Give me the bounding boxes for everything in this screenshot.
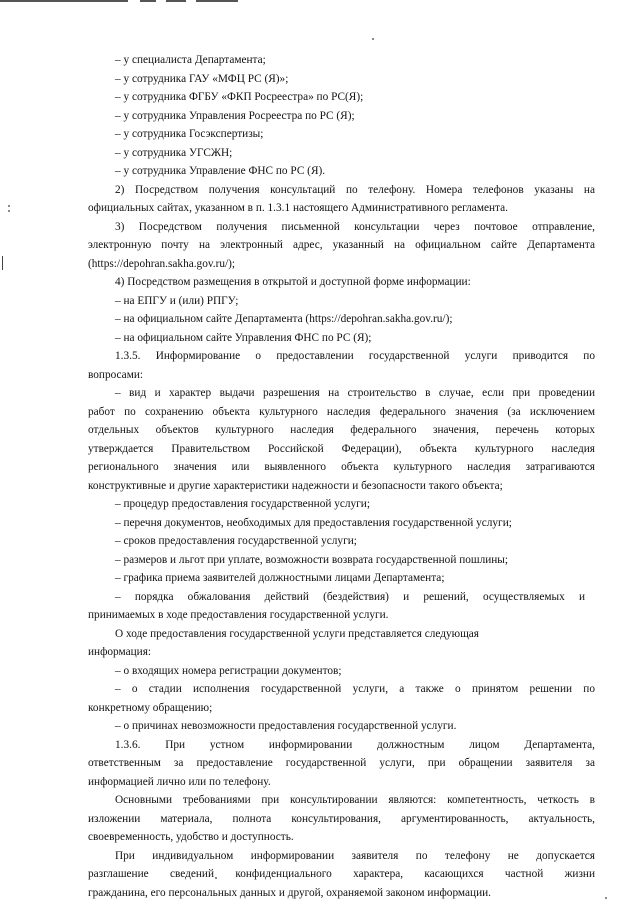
scan-dust (8, 205, 10, 207)
text-line: – у сотрудника Госэкспертизы; (115, 128, 264, 140)
text-line: отдельных объектов культурного наследия федерального значения, перечень которых (88, 424, 595, 436)
text-line: – вид и характер выдачи разрешения на строительство в случае, если при проведении (115, 387, 595, 399)
text-line: – у сотрудника Управления Росреестра по РС (Я); (115, 110, 355, 122)
text-line: гражданина, его персональных данных и другой, охраняемой законом информации. (88, 887, 491, 899)
text-line: конструктивные и другие характеристики надежности и безопасности такого объекта; (88, 480, 503, 492)
text-line: – у специалиста Департамента; (115, 54, 266, 66)
scan-margin-mark (2, 256, 3, 270)
text-line: 1.3.5. Информирование о предоставлении государственной услуги приводится по (115, 350, 595, 362)
text-line: 3) Посредством получения письменной консультации через почтовое отправление, (115, 221, 595, 233)
text-line: – процедур предоставления государственной услуги; (115, 498, 370, 510)
text-line: 2) Посредством получения консультаций по телефону. Номера телефонов указаны на (115, 184, 595, 196)
text-line: – о стадии исполнения государственной услуги, а также о принятом решении по (115, 683, 595, 695)
scan-top-edge (0, 0, 128, 2)
text-line: – на ЕПГУ и (или) РПГУ; (115, 295, 239, 307)
text-line: О ходе предоставления государственной услуги представляется следующая (115, 628, 479, 640)
scan-dust (372, 38, 374, 40)
text-line: – графика приема заявителей должностными лицами Департамента; (115, 572, 445, 584)
text-line: 1.3.6. При устном информировании должностным лицом Департамента, (115, 739, 595, 751)
text-line: – о входящих номера регистрации документов; (115, 665, 342, 677)
text-line: – сроков предоставления государственной услуги; (115, 535, 357, 547)
text-line: конкретному обращению; (88, 702, 213, 714)
text-line: изложении материала, полнота консультирования, аргументированность, актуальность, (88, 813, 595, 825)
text-line: – размеров и льгот при уплате, возможности возврата государственной пошлины; (115, 554, 509, 566)
text-line: – у сотрудника УГСЖН; (115, 147, 233, 159)
text-line: – на официальном сайте Управления ФНС по РС (Я); (115, 332, 372, 344)
text-line: принимаемых в ходе предоставления государственной услуги. (88, 609, 389, 621)
text-line: своевременность, удобство и доступность. (88, 831, 294, 843)
text-line: разглашение сведений конфиденциального характера, касающихся частной жизни (88, 868, 595, 880)
text-line: – у сотрудника ФГБУ «ФКП Росреестра» по РС(Я); (115, 91, 364, 103)
text-line: 4) Посредством размещения в открытой и доступной форме информации: (115, 276, 471, 288)
scan-top-edge-3 (166, 0, 186, 2)
text-line: Основными требованиями при консультировании являются: компетентность, четкость в (115, 794, 595, 806)
text-line: – о причинах невозможности предоставления государственной услуги. (115, 720, 457, 732)
text-line: ответственным за предоставление государственной услуги, при обращении заявителя за (88, 757, 595, 769)
text-line: При индивидуальном информировании заявителя по телефону не допускается (115, 850, 595, 862)
text-line: (https://depohran.sakha.gov.ru/); (88, 258, 236, 270)
scan-top-edge-4 (196, 0, 238, 2)
scan-dust (8, 210, 10, 212)
text-line: – перечня документов, необходимых для предоставления государственной услуги; (115, 517, 512, 529)
text-line: информация: (88, 646, 152, 658)
text-line: вопросами: (88, 369, 144, 381)
text-line: – порядка обжалования действий (бездействия) и решений, осуществляемых и (115, 591, 585, 603)
text-line: электронную почту на электронный адрес, указанный на официальном сайте Департамента (88, 239, 595, 251)
text-line: информацией лично или по телефону. (88, 776, 271, 788)
text-line: утверждается Правительством Российской Федерации), объекта культурного наследия (88, 443, 595, 455)
text-line: регионального значения или выявленного объекта культурного наследия затрагиваются (88, 461, 595, 473)
text-line: – у сотрудника Управление ФНС по РС (Я). (115, 165, 326, 177)
text-line: официальных сайтах, указанном в п. 1.3.1 настоящего Административного регламента. (88, 202, 508, 214)
scan-dust (605, 897, 607, 899)
text-line: – у сотрудника ГАУ «МФЦ РС (Я)»; (115, 73, 289, 85)
text-line: работ по сохранению объекта культурного наследия федерального значения (за исключением (88, 406, 595, 418)
scan-top-edge-2 (140, 0, 156, 2)
text-line: – на официальном сайте Департамента (https://depohran.sakha.gov.ru/); (115, 313, 453, 325)
